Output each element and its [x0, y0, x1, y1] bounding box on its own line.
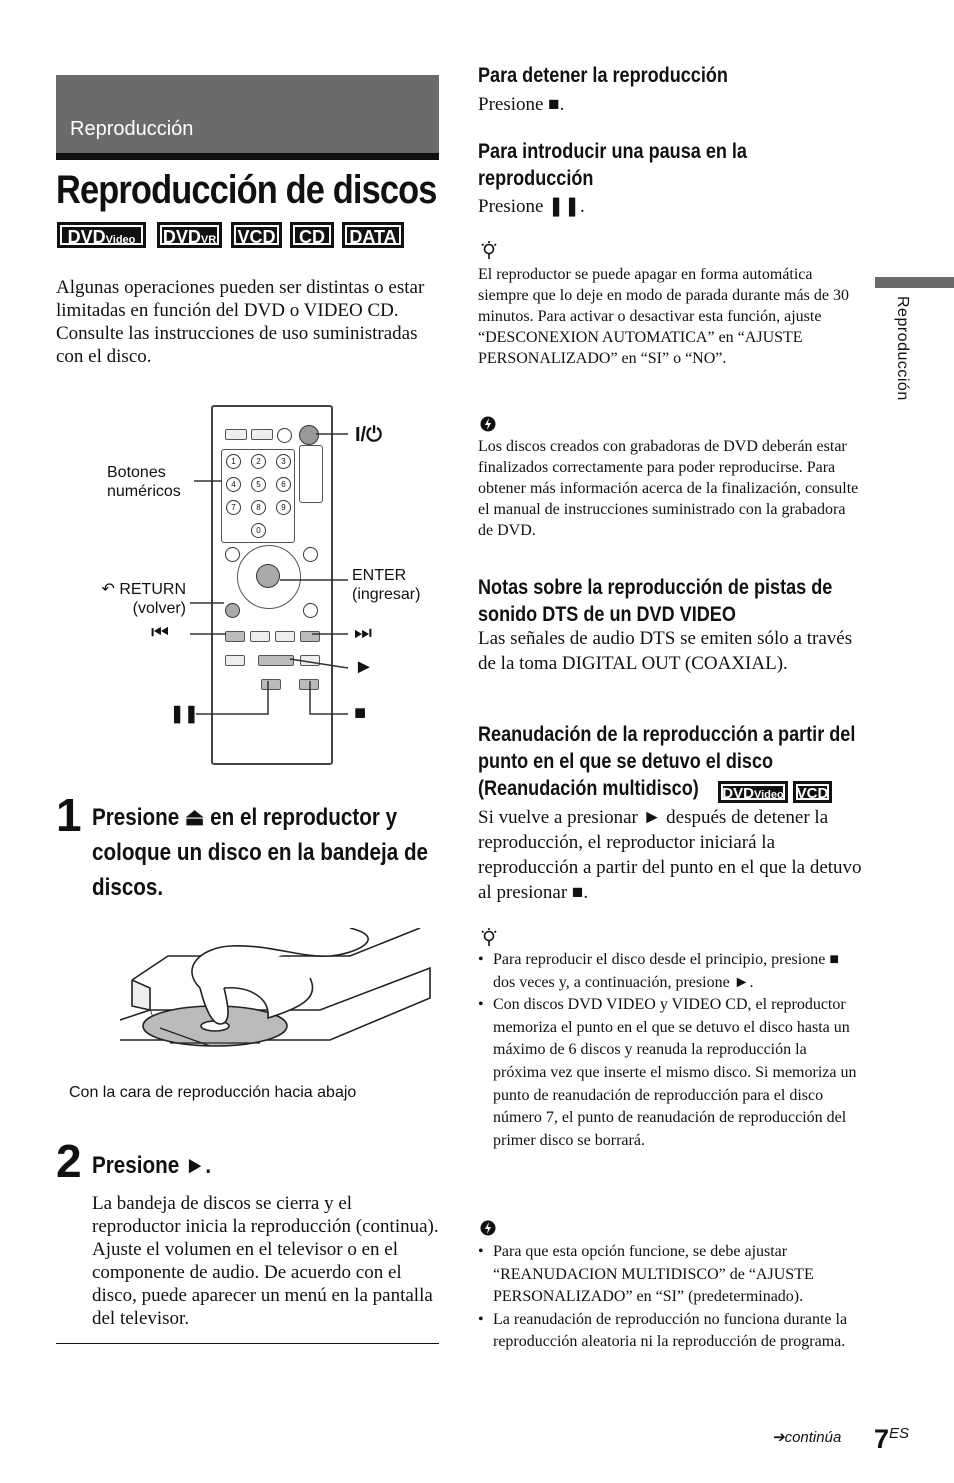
- key-5: 5: [251, 477, 266, 492]
- key-2: 2: [251, 454, 266, 469]
- tip-2-item: • Para reproducir el disco desde el principio, presione ■ dos veces y, a continuación, presione ►.: [478, 949, 862, 994]
- disc-caption: Con la cara de reproducción hacia abajo: [69, 1084, 357, 1101]
- return-icon: ↶: [101, 581, 120, 598]
- key-0: 0: [251, 523, 266, 538]
- tip-lightbulb-icon: [480, 240, 498, 260]
- return-label: [74, 580, 186, 618]
- side-tab-marker: [875, 277, 954, 288]
- arrow-right-icon: ➔: [772, 1429, 785, 1446]
- page-lang: ES: [889, 1425, 910, 1442]
- key-9: 9: [276, 500, 291, 515]
- stop-icon: ■: [354, 702, 367, 724]
- stop-text: Presione ■.: [478, 94, 565, 115]
- pause-text: Presione ❚❚.: [478, 196, 585, 217]
- note-icon: [479, 414, 497, 434]
- key-7: 7: [226, 500, 241, 515]
- note-1-text: Los discos creados con grabadoras de DVD deberán estar finalizados correctamente para poder reproducirse. Para obtener más información acerca de la finalización, consulte el manual de instrucciones suministrado con la grabadora de DVD.: [478, 438, 859, 539]
- key-8: 8: [251, 500, 266, 515]
- enter-label: [352, 566, 420, 604]
- next-icon: ⏭: [354, 622, 372, 644]
- key-3: 3: [276, 454, 291, 469]
- note-2-item: • Para que esta opción funcione, se debe ajustar “REANUDACION MULTIDISCO” de “AJUSTE PERSONALIZADO” en “SI” (predeterminado).: [478, 1241, 862, 1309]
- badge-cd: CD: [290, 222, 334, 248]
- section-label: Reproducción: [70, 118, 194, 140]
- dts-text: Las señales de audio DTS se emiten sólo a través de la toma DIGITAL OUT (COAXIAL).: [478, 628, 853, 674]
- note-icon-2: [479, 1218, 497, 1238]
- tip-lightbulb-icon-2: [480, 927, 498, 947]
- badge-vcd-small: VCD: [793, 781, 832, 803]
- resume-heading-text: Reanudación de la reproducción a partir del punto en el que se detuvo el disco (Reanudación multidisco): [478, 723, 856, 800]
- key-4: 4: [226, 477, 241, 492]
- key-1: 1: [226, 454, 241, 469]
- side-section-label: Reproducción: [894, 296, 911, 401]
- badge-vcd: VCD: [231, 222, 282, 248]
- tip-2-list: [478, 949, 862, 1152]
- disc-tray-illustration: [120, 928, 450, 1078]
- badge-dvd-video: DVDVideo: [57, 222, 146, 248]
- enter-label-sub: (ingresar): [352, 586, 421, 603]
- continues-text: continúa: [784, 1429, 842, 1446]
- step-2-heading: Presione ►.: [92, 1152, 212, 1179]
- step-1-number: 1: [56, 789, 82, 841]
- numeric-buttons-label: Botones numéricos: [107, 464, 181, 500]
- note-2-list: [478, 1241, 862, 1354]
- play-icon: ►: [354, 656, 374, 678]
- step-1-text: Presione ⏏ en el reproductor y coloque un disco en la bandeja de discos.: [92, 804, 429, 901]
- intro-paragraph-1: Algunas operaciones pueden ser distintas o estar limitadas en función del DVD o VIDEO CD.: [56, 277, 425, 321]
- enter-label-text: ENTER: [352, 567, 407, 584]
- badge-dvd-vr: DVDVR: [157, 222, 222, 248]
- page-title: Reproducción de discos: [56, 168, 437, 212]
- resume-text: Si vuelve a presionar ► después de detener la reproducción, el reproductor iniciará la reproducción a partir del punto en el que la detuvo al presionar ■.: [478, 807, 862, 903]
- column-divider: [56, 1343, 439, 1344]
- stop-heading: Para detener la reproducción: [478, 64, 728, 87]
- page-number: [874, 1424, 909, 1455]
- step-2-text: La bandeja de discos se cierra y el reproductor inicia la reproducción (continua). Ajuste el volumen en el televisor o en el componente de audio. De acuerdo con el disco, puede aparecer un menú en la pantalla del televisor.: [92, 1193, 439, 1329]
- badge-data: DATA: [342, 222, 404, 248]
- step-2-number: 2: [56, 1135, 82, 1187]
- page-number-value: 7: [874, 1424, 890, 1454]
- pause-icon: ❚❚: [170, 704, 199, 723]
- return-label-sub: (volver): [132, 600, 186, 617]
- continues-indicator[interactable]: [772, 1428, 841, 1446]
- power-icon: I/⏻: [355, 424, 382, 446]
- pause-heading: Para introducir una pausa en la reproducción: [478, 140, 747, 190]
- tip-2-item: • Con discos DVD VIDEO y VIDEO CD, el reproductor memoriza el punto en el que se detuvo el disco hasta un máximo de 6 discos y reanuda la reproducción la próxima vez que inserte el mismo disco. Si memoriza un punto de reanudación de reproducción para el disco número 7, el punto de reanudación de reproducción del primer disco se borrará.: [478, 994, 862, 1152]
- key-6: 6: [276, 477, 291, 492]
- prev-icon: ⏮: [151, 622, 169, 644]
- return-label-text: RETURN: [119, 581, 186, 598]
- dts-heading: Notas sobre la reproducción de pistas de sonido DTS de un DVD VIDEO: [478, 576, 833, 626]
- badge-dvd-video-small: DVDVideo: [718, 781, 788, 803]
- note-2-item: • La reanudación de reproducción no funciona durante la reproducción aleatoria ni la reproducción de programa.: [478, 1309, 862, 1354]
- intro-paragraph-2: Consulte las instrucciones de uso suministradas con el disco.: [56, 323, 418, 367]
- tip-1-text: El reproductor se puede apagar en forma automática siempre que lo deje en modo de parada durante más de 30 minutos. Para activar o desactivar esta función, ajuste “DESCONEXION AUTOMATICA” en “AJUSTE PERSONALIZADO” en “SI” o “NO”.: [478, 266, 849, 367]
